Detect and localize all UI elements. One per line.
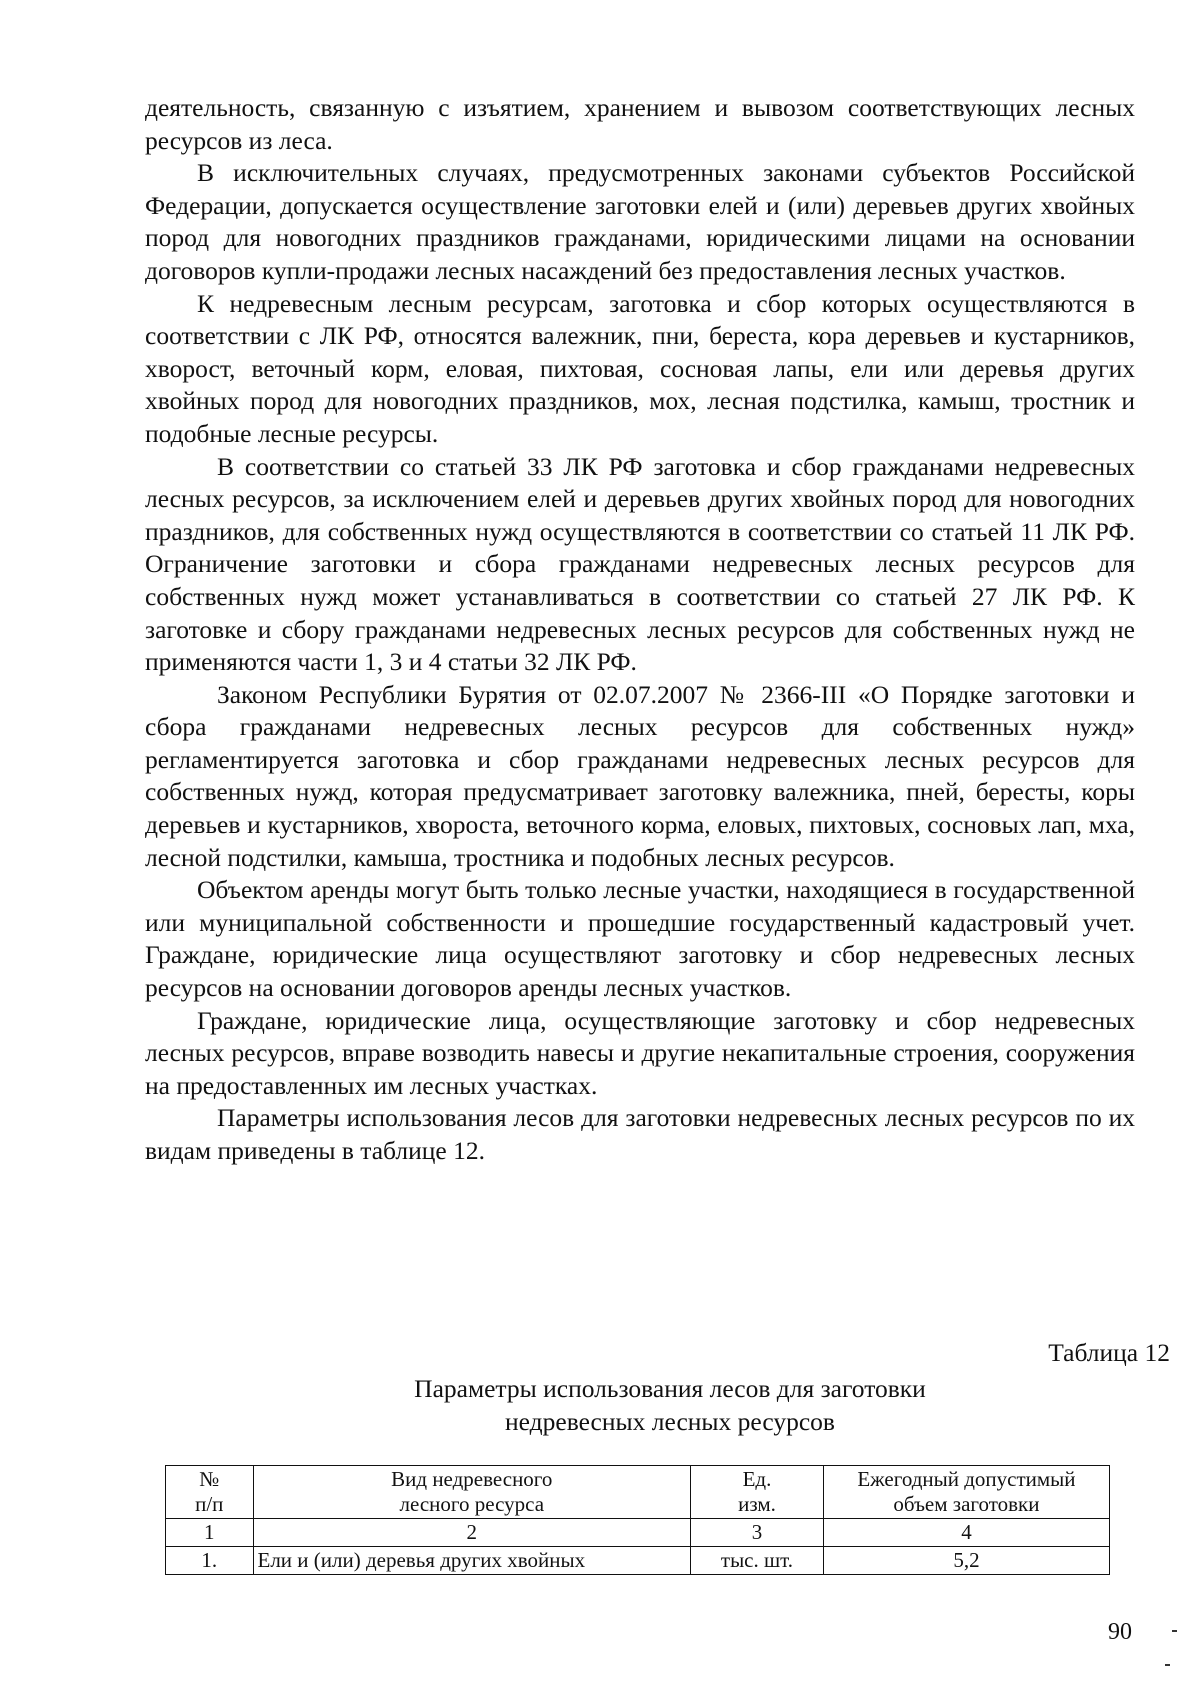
scan-speck <box>1165 1664 1170 1666</box>
header-number-line: № <box>199 1467 220 1491</box>
header-resource-type <box>253 1466 691 1519</box>
table-label: Таблица 12 <box>1048 1338 1170 1367</box>
parameters-table <box>165 1465 1110 1575</box>
header-unit-line: Ед. <box>742 1467 772 1491</box>
table-row <box>166 1547 1110 1575</box>
column-number-cell: 2 <box>253 1519 691 1547</box>
table-caption-line: Параметры использования лесов для заготовки <box>414 1374 926 1403</box>
table-caption <box>370 1372 970 1438</box>
page-number: 90 <box>1108 1619 1132 1645</box>
header-annual-volume-line: объем заготовки <box>893 1492 1040 1516</box>
paragraph-buryatia-law: Законом Республики Бурятия от 02.07.2007 № 2366-III «О Порядке заготовки и сбора гражданами недревесных лесных ресурсов для собственных нужд» регламентируется заготовка и сбор гражданами недревесных лесных ресурсов для собственных нужд, которая предусматривает заготовку валежника, пней, бересты, коры деревьев и кустарников, хвороста, веточного корма, еловых, пихтовых, сосновых лап, мха, лесной подстилки, камыша, тростника и подобных лесных ресурсов. <box>145 679 1135 872</box>
scan-speck <box>1172 1630 1177 1632</box>
paragraph-table-reference: Параметры использования лесов для заготовки недревесных лесных ресурсов по их видам приведены в таблице 12. <box>145 1103 1135 1165</box>
column-number-cell: 1 <box>166 1519 254 1547</box>
paragraph-structures: Граждане, юридические лица, осуществляющие заготовку и сбор недревесных лесных ресурсов, вправе возводить навесы и другие некапитальные строения, сооружения на предоставленных им лесных участках. <box>145 1005 1135 1100</box>
paragraph-continuation: деятельность, связанную с изъятием, хранением и вывозом соответствующих лесных ресурсов из леса. <box>145 93 1135 155</box>
table-header-row <box>166 1466 1110 1519</box>
table-column-numbers-row <box>166 1519 1110 1547</box>
header-resource-type-line: Вид недревесного <box>391 1467 553 1491</box>
paragraph-exceptional-cases: В исключительных случаях, предусмотренных законами субъектов Российской Федерации, допускается осуществление заготовки елей и (или) деревьев других хвойных пород для новогодних праздников гражданами, юридическими лицами на основании договоров купли-продажи лесных насаждений без предоставления лесных участков. <box>145 158 1135 285</box>
header-resource-type-line: лесного ресурса <box>399 1492 545 1516</box>
column-number-cell: 3 <box>691 1519 824 1547</box>
row-number-cell: 1. <box>166 1547 254 1575</box>
header-annual-volume-line: Ежегодный допустимый <box>857 1467 1076 1491</box>
paragraph-non-timber-resources: К недревесным лесным ресурсам, заготовка и сбор которых осуществляются в соответствии с ЛК РФ, относятся валежник, пни, береста, кора деревьев и кустарников, хворост, веточный корм, еловая, пихтовая, сосновая лапы, ели или деревья других хвойных пород для новогодних праздников, мох, лесная подстилка, камыш, тростник и подобные лесные ресурсы. <box>145 288 1135 448</box>
header-unit-line: изм. <box>738 1492 776 1516</box>
column-number-cell: 4 <box>823 1519 1109 1547</box>
header-number-line: п/п <box>195 1492 224 1516</box>
body-text <box>145 92 1135 1168</box>
annual-volume-cell: 5,2 <box>823 1547 1109 1575</box>
header-number <box>166 1466 254 1519</box>
table-caption-line: недревесных лесных ресурсов <box>505 1407 835 1436</box>
unit-cell: тыс. шт. <box>691 1547 824 1575</box>
header-unit <box>691 1466 824 1519</box>
resource-type-cell: Ели и (или) деревья других хвойных <box>253 1547 691 1575</box>
paragraph-article-33: В соответствии со статьей 33 ЛК РФ заготовка и сбор гражданами недревесных лесных ресурсов, за исключением елей и деревьев других хвойных пород для новогодних праздников, для собственных нужд осуществляются в соответствии со статьей 11 ЛК РФ. Ограничение заготовки и сбора гражданами недревесных лесных ресурсов для собственных нужд может устанавливаться в соответствии со статьей 27 ЛК РФ. К заготовке и сбору гражданами недревесных лесных ресурсов для собственных нужд не применяются части 1, 3 и 4 статьи 32 ЛК РФ. <box>145 451 1135 677</box>
paragraph-lease-object: Объектом аренды могут быть только лесные участки, находящиеся в государственной или муниципальной собственности и прошедшие государственный кадастровый учет. Граждане, юридические лица осуществляют заготовку и сбор недревесных лесных ресурсов на основании договоров аренды лесных участков. <box>145 875 1135 1003</box>
header-annual-volume <box>823 1466 1109 1519</box>
